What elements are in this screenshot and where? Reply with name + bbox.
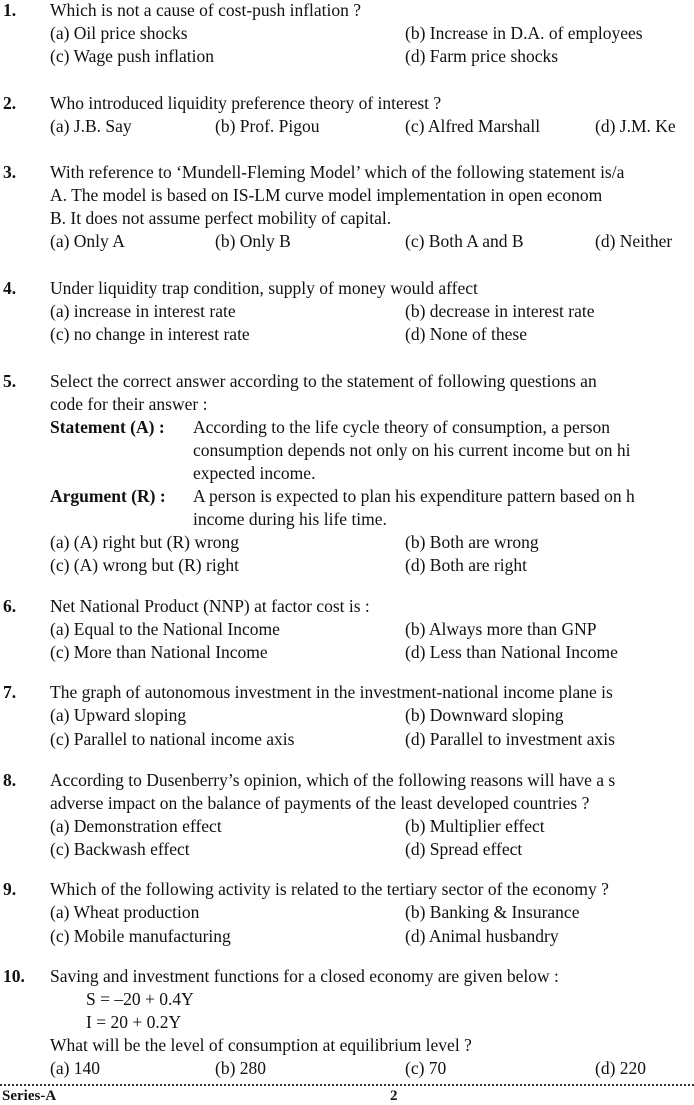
option-c[interactable]: (c) More than National Income	[50, 642, 268, 662]
statement-line: consumption depends not only on his current income but on hi	[193, 440, 631, 460]
option-b[interactable]: (b) Banking & Insurance	[405, 902, 580, 922]
option-d[interactable]: (d) Farm price shocks	[405, 46, 559, 66]
option-b[interactable]: (b) Downward sloping	[405, 705, 564, 725]
option-c[interactable]: (c) (A) wrong but (R) right	[50, 555, 240, 575]
statement-label: Statement (A) :	[50, 417, 165, 437]
option-a[interactable]: (a) Oil price shocks	[50, 23, 188, 43]
option-a[interactable]: (a) Equal to the National Income	[50, 619, 280, 639]
question-number: 5.	[3, 371, 17, 391]
equation-saving: S = –20 + 0.4Y	[86, 989, 194, 1009]
option-c[interactable]: (c) Wage push inflation	[50, 46, 214, 66]
option-b[interactable]: (b) Prof. Pigou	[215, 116, 320, 136]
statement-line: According to the life cycle theory of consumption, a person	[193, 417, 610, 437]
option-d[interactable]: (d) Animal husbandry	[405, 926, 559, 946]
equation-investment: I = 20 + 0.2Y	[86, 1012, 182, 1032]
question-number: 1.	[3, 0, 17, 20]
option-a[interactable]: (a) Wheat production	[50, 902, 200, 922]
option-c[interactable]: (c) no change in interest rate	[50, 324, 250, 344]
option-a[interactable]: (a) Demonstration effect	[50, 816, 222, 836]
option-a[interactable]: (a) Only A	[50, 231, 125, 251]
question-text-cont: code for their answer :	[50, 394, 208, 414]
option-c[interactable]: (c) Alfred Marshall	[405, 116, 541, 136]
question-text: Who introduced liquidity preference theory of interest ?	[50, 93, 442, 113]
option-a[interactable]: (a) Upward sloping	[50, 705, 187, 725]
question-followup: What will be the level of consumption at equilibrium level ?	[50, 1035, 472, 1055]
statement-line: expected income.	[193, 463, 316, 483]
option-c[interactable]: (c) Both A and B	[405, 231, 524, 251]
question-number: 4.	[3, 278, 17, 298]
option-b[interactable]: (b) Multiplier effect	[405, 816, 545, 836]
option-b[interactable]: (b) Increase in D.A. of employees	[405, 23, 643, 43]
option-c[interactable]: (c) Parallel to national income axis	[50, 729, 295, 749]
option-c[interactable]: (c) Mobile manufacturing	[50, 926, 231, 946]
option-d[interactable]: (d) Parallel to investment axis	[405, 729, 615, 749]
question-text-cont: adverse impact on the balance of payments of the least developed countries ?	[50, 793, 590, 813]
question-number: 7.	[3, 682, 17, 702]
question-text: The graph of autonomous investment in the investment-national income plane is	[50, 682, 613, 702]
option-d[interactable]: (d) Neither	[595, 231, 673, 251]
question-text: Net National Product (NNP) at factor cost is :	[50, 596, 370, 616]
option-c[interactable]: (c) 70	[405, 1058, 447, 1078]
option-b[interactable]: (b) Both are wrong	[405, 532, 539, 552]
question-text: According to Dusenberry’s opinion, which of the following reasons will have a s	[50, 770, 616, 790]
option-b[interactable]: (b) 280	[215, 1058, 267, 1078]
footer-divider	[0, 1084, 694, 1086]
page-number: 2	[390, 1088, 398, 1104]
question-text: With reference to ‘Mundell-Fleming Model’ which of the following statement is/a	[50, 162, 625, 182]
option-d[interactable]: (d) J.M. Ke	[595, 116, 676, 136]
option-a[interactable]: (a) (A) right but (R) wrong	[50, 532, 240, 552]
series-label: Series-A	[2, 1088, 57, 1104]
question-text: Saving and investment functions for a closed economy are given below :	[50, 966, 559, 986]
question-number: 8.	[3, 770, 17, 790]
option-a[interactable]: (a) increase in interest rate	[50, 301, 236, 321]
question-text: Which of the following activity is related to the tertiary sector of the economy ?	[50, 879, 609, 899]
question-number: 10.	[3, 966, 25, 986]
option-d[interactable]: (d) Both are right	[405, 555, 527, 575]
question-number: 2.	[3, 93, 17, 113]
option-d[interactable]: (d) Less than National Income	[405, 642, 618, 662]
option-b[interactable]: (b) Only B	[215, 231, 291, 251]
statement-b: B. It does not assume perfect mobility of capital.	[50, 208, 392, 228]
question-number: 6.	[3, 596, 17, 616]
statement-a: A. The model is based on IS-LM curve model implementation in open econom	[50, 185, 603, 205]
question-number: 9.	[3, 879, 17, 899]
option-b[interactable]: (b) decrease in interest rate	[405, 301, 595, 321]
option-c[interactable]: (c) Backwash effect	[50, 839, 190, 859]
option-d[interactable]: (d) None of these	[405, 324, 527, 344]
argument-label: Argument (R) :	[50, 486, 166, 506]
argument-line: income during his life time.	[193, 509, 387, 529]
option-d[interactable]: (d) Spread effect	[405, 839, 523, 859]
argument-line: A person is expected to plan his expenditure pattern based on h	[193, 486, 635, 506]
option-a[interactable]: (a) 140	[50, 1058, 101, 1078]
option-a[interactable]: (a) J.B. Say	[50, 116, 132, 136]
question-text: Select the correct answer according to the statement of following questions an	[50, 371, 597, 391]
option-b[interactable]: (b) Always more than GNP	[405, 619, 597, 639]
option-d[interactable]: (d) 220	[595, 1058, 647, 1078]
question-number: 3.	[3, 162, 17, 182]
question-text: Which is not a cause of cost-push inflation ?	[50, 0, 362, 20]
question-text: Under liquidity trap condition, supply of money would affect	[50, 278, 478, 298]
